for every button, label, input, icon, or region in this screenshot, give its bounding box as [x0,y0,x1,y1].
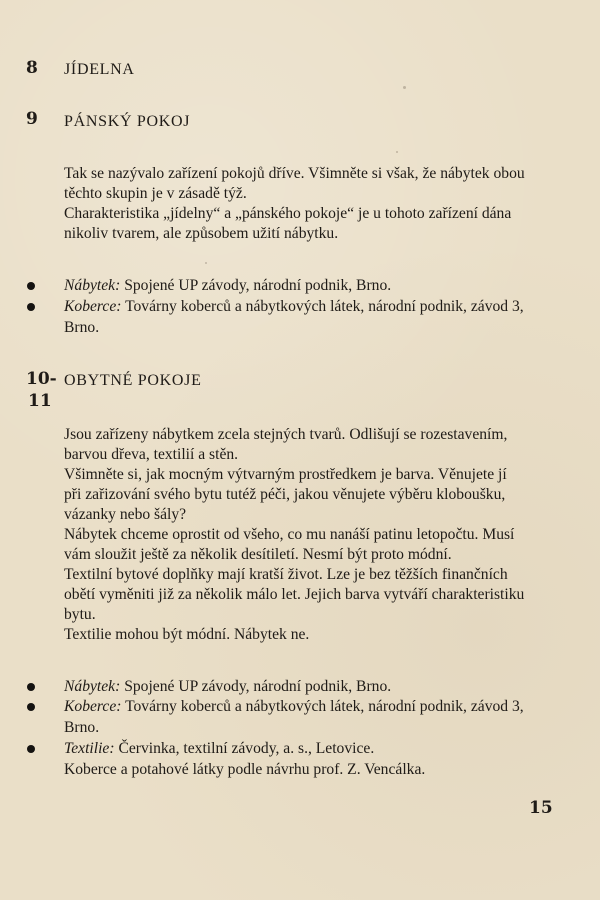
credit-nabytek [64,276,564,296]
section-10-11-paragraph [64,425,564,645]
bullet-icon [27,745,35,753]
credit-label: Koberce: [64,298,122,315]
credit-koberce [64,697,564,717]
paragraph-line: Charakteristika „jídelny“ a „pánského pokoje“ je u tohoto zařízení dána [64,205,512,222]
credit-continuation: Koberce a potahové látky podle návrhu prof. Z. Vencálka. [64,761,426,778]
section-title-jidelna: JÍDELNA [64,61,135,78]
section-number-8: 8 [26,58,38,78]
paragraph-line: Textilní bytové doplňky mají kratší život. Lze je bez těžších finančních [64,566,508,583]
credit-text: Spojené UP závody, národní podnik, Brno. [124,277,392,294]
paragraph-line: Jsou zařízeny nábytkem zcela stejných tvarů. Odlišují se rozestavením, [64,426,508,443]
bullet-icon [27,282,35,290]
credit-text: Červinka, textilní závody, a. s., Letovice. [118,740,375,757]
credit-label: Nábytek: [64,678,121,695]
section-title-pansky-pokoj: PÁNSKÝ POKOJ [64,113,191,130]
credit-koberce [64,297,564,317]
bullet-icon [27,683,35,691]
section-9-paragraph [64,164,564,244]
paper-speck [205,262,207,264]
credit-continuation: Brno. [64,719,100,736]
section-number-10: 10- [26,369,57,389]
paragraph-line: Tak se nazývalo zařízení pokojů dříve. Všimněte si však, že nábytek obou [64,165,525,182]
paragraph-line: obětí vyměniti již za několik málo let. Jejich barva vytváří charakteristiku [64,586,525,603]
paragraph-line: bytu. [64,606,96,623]
page-number: 15 [529,798,553,818]
credit-label: Textilie: [64,740,115,757]
paragraph-line: vázanky nebo šály? [64,506,187,523]
paragraph-line: barvou dřeva, textilií a stěn. [64,446,239,463]
paragraph-line: těchto skupin je v zásadě týž. [64,185,247,202]
section-title-obytne-pokoje: OBYTNÉ POKOJE [64,372,202,389]
credit-label: Koberce: [64,698,122,715]
credit-text: Spojené UP závody, národní podnik, Brno. [124,678,392,695]
credit-text: Továrny koberců a nábytkových látek, národní podnik, závod 3, [125,698,524,715]
credit-continuation: Brno. [64,319,100,336]
paragraph-line: Nábytek chceme oprostit od všeho, co mu nanáší patinu letopočtu. Musí [64,526,515,543]
credit-text: Továrny koberců a nábytkových látek, národní podnik, závod 3, [125,298,524,315]
paragraph-line: vám sloužit ještě za několik desítiletí. Nesmí být proto módní. [64,546,452,563]
bullet-icon [27,303,35,311]
section-number-11: 11 [28,391,52,411]
paper-speck [403,86,406,89]
paper-speck [396,151,398,153]
paragraph-line: při zařizování svého bytu tutéž péči, jakou věnujete výběru kloboušku, [64,486,506,503]
section-number-9: 9 [26,109,38,129]
paragraph-line: nikoliv tvarem, ale způsobem užití nábytku. [64,225,339,242]
paragraph-line: Textilie mohou být módní. Nábytek ne. [64,626,310,643]
paragraph-line: Všimněte si, jak mocným výtvarným prostředkem je barva. Věnujete jí [64,466,507,483]
credit-textilie [64,739,564,759]
credit-label: Nábytek: [64,277,121,294]
credit-nabytek [64,677,564,697]
bullet-icon [27,703,35,711]
